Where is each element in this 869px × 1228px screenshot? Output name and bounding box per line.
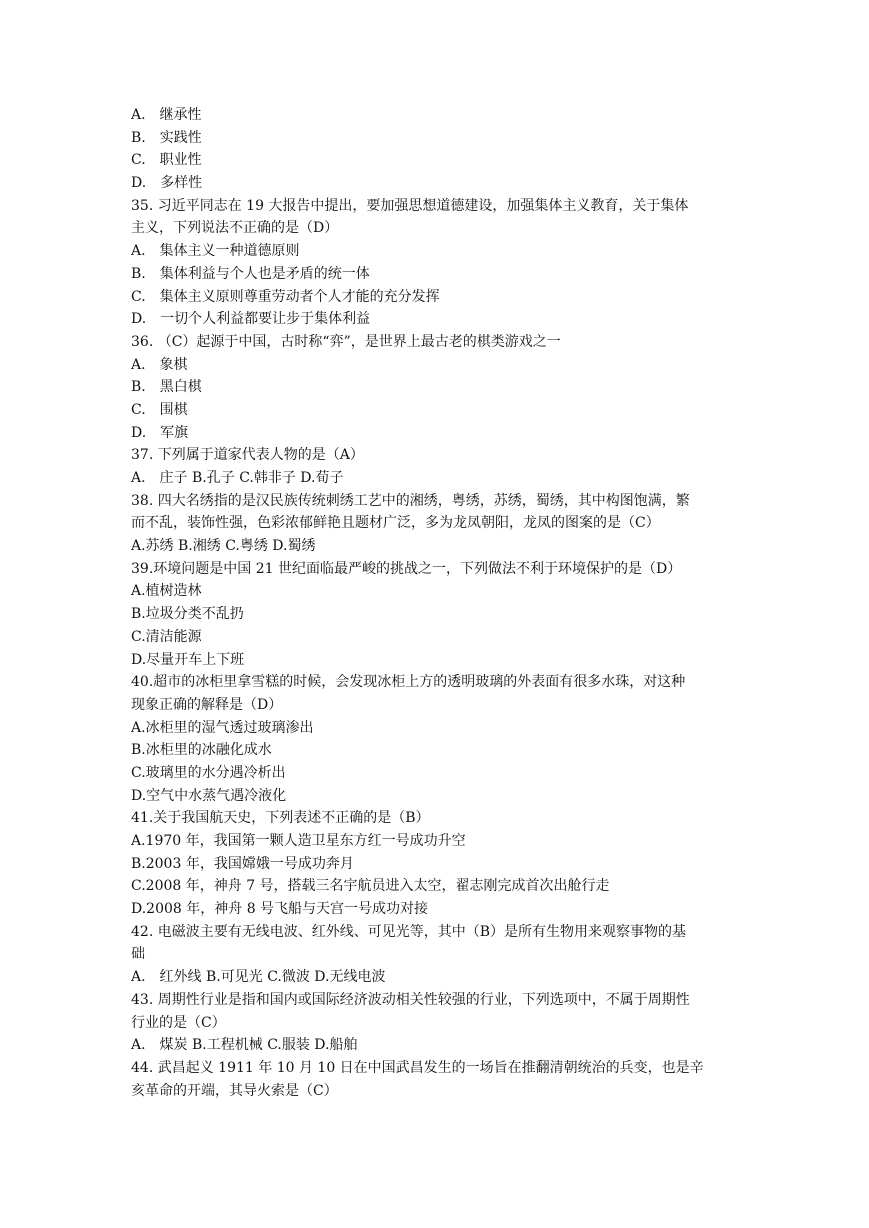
question-43-text: 43. 周期性行业是指和国内或国际经济波动相关性较强的行业，下列选项中，不属于周期性 [131,991,690,1008]
question-38-text-cont: 而不乱，装饰性强，色彩浓郁鲜艳且题材广泛，多为龙凤朝阳，龙凤的图案的是（C） [131,515,660,532]
q41-option-c: C.2008 年，神舟 7 号，搭载三名宇航员进入太空，翟志刚完成首次出舱行走 [131,878,610,895]
question-44-text: 44. 武昌起义 1911 年 10 月 10 日在中国武昌发生的一场旨在推翻清朝统治的兵变，也是辛 [131,1059,704,1076]
q35-option-c: C. 集体主义原则尊重劳动者个人才能的充分发挥 [131,288,440,305]
q40-option-d: D.空气中水蒸气遇冷液化 [131,787,287,804]
q37-options: A. 庄子 B.孔子 C.韩非子 D.荀子 [131,470,344,486]
option-a-line: A. 继承性 [131,107,202,123]
q39-option-d: D.尽量开车上下班 [131,651,245,668]
question-40-text-cont: 现象正确的解释是（D） [131,696,283,713]
question-37-text: 37. 下列属于道家代表人物的是（A） [131,447,364,464]
option-c-line: C. 职业性 [131,152,202,169]
q40-option-b: B.冰柜里的冰融化成水 [131,742,272,759]
question-38-text: 38. 四大名绣指的是汉民族传统刺绣工艺中的湘绣，粤绣，苏绣，蜀绣，其中构图饱满，繁 [131,492,690,509]
question-40-text: 40.超市的冰柜里拿雪糕的时候，会发现冰柜上方的透明玻璃的外表面有很多水珠，对这种 [131,674,686,691]
document-page [131,104,743,1102]
question-43-text-cont: 行业的是（C） [131,1014,226,1031]
question-42-text: 42. 电磁波主要有无线电波、红外线、可见光等，其中（B）是所有生物用来观察事物的基 [131,923,687,940]
q36-option-d: D. 军旗 [131,424,189,441]
q36-option-b: B. 黑白棋 [131,379,202,396]
question-35-text-cont: 主义，下列说法不正确的是（D） [131,220,339,237]
question-44-text-cont: 亥革命的开端，其导火索是（C） [131,1082,338,1099]
q41-option-b: B.2003 年，我国嫦娥一号成功奔月 [131,855,354,872]
question-39-text: 39.环境问题是中国 21 世纪面临最严峻的挑战之一，下列做法不利于环境保护的是（D） [131,560,682,577]
q39-option-a: A.植树造林 [131,583,202,600]
q40-option-a: A.冰柜里的湿气透过玻璃渗出 [131,719,314,736]
q36-option-a: A. 象棋 [131,356,188,373]
q41-option-d: D.2008 年，神舟 8 号飞船与天宫一号成功对接 [131,901,429,918]
option-d-line: D. 多样性 [131,175,203,192]
q35-option-b: B. 集体利益与个人也是矛盾的统一体 [131,265,370,282]
q38-options: A.苏绣 B.湘绣 C.粤绣 D.蜀绣 [131,538,316,555]
q35-option-d: D. 一切个人利益都要让步于集体利益 [131,311,371,328]
question-42-text-cont: 础 [131,946,145,963]
option-b-line: B. 实践性 [131,129,202,146]
question-35-text: 35. 习近平同志在 19 大报告中提出，要加强思想道德建设，加强集体主义教育，关于集体 [131,197,689,214]
q36-option-c: C. 围棋 [131,401,188,418]
q41-option-a: A.1970 年，我国第一颗人造卫星东方红一号成功升空 [131,833,466,849]
q35-option-a: A. 集体主义一种道德原则 [131,243,300,260]
q42-options: A. 红外线 B.可见光 C.微波 D.无线电波 [131,969,386,986]
question-36-text: 36. （C）起源于中国，古时称“弈”，是世界上最古老的棋类游戏之一 [131,333,561,350]
q40-option-c: C.玻璃里的水分遇冷析出 [131,764,286,781]
q43-options: A. 煤炭 B.工程机械 C.服装 D.船舶 [131,1037,358,1054]
q39-option-c: C.清洁能源 [131,628,202,645]
question-41-text: 41.关于我国航天史，下列表述不正确的是（B） [131,810,430,827]
q39-option-b: B.垃圾分类不乱扔 [131,606,244,623]
